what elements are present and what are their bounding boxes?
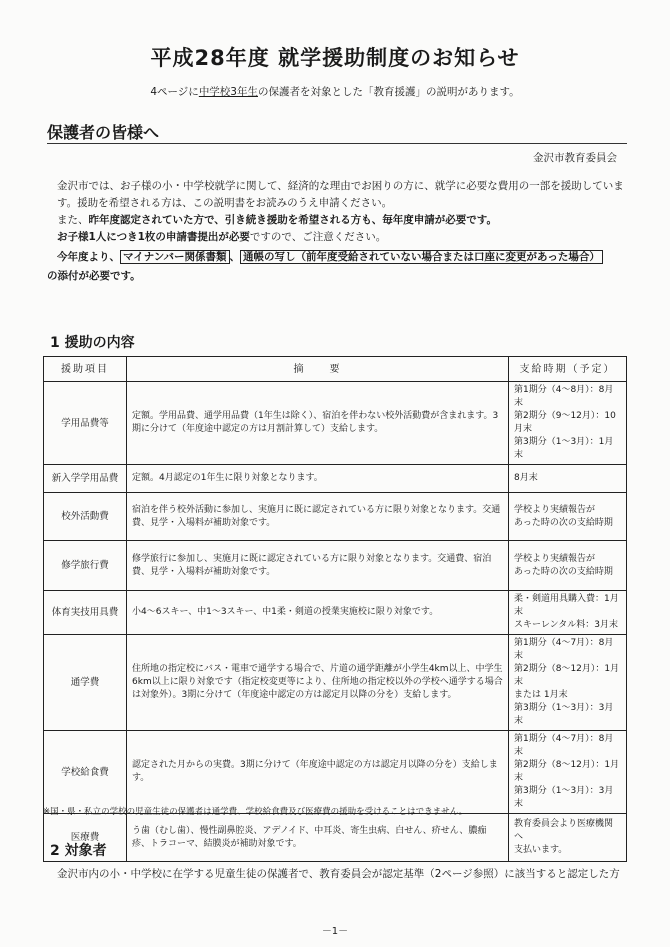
row-item: 医療費 bbox=[44, 814, 127, 862]
greeting-heading: 保護者の皆様へ bbox=[47, 123, 160, 142]
page-title: 平成28年度 就学援助制度のお知らせ bbox=[150, 46, 520, 70]
notice-suffix: の保護者を対象とした「教育援護」の説明があります。 bbox=[258, 86, 520, 98]
notice-prefix: 4ページに bbox=[150, 86, 199, 98]
table-row bbox=[44, 635, 627, 731]
row-schedule: 第1期分（4～7月）：8月末 第2期分（8～12月）：1月末 または 1月末 第3期分（1～3月）：3月末 bbox=[509, 635, 627, 731]
row-desc: 定額。4月認定の1年生に限り対象となります。 bbox=[127, 465, 509, 493]
target-text bbox=[47, 866, 627, 883]
row-item: 体育実技用具費 bbox=[44, 591, 127, 635]
aid-table-header bbox=[44, 357, 627, 382]
row-item: 新入学学用品費 bbox=[44, 465, 127, 493]
row-desc: 修学旅行に参加し、実施月に既に認定されている方に限り対象となります。交通費、宿泊費、見学・入場料が補助対象です。 bbox=[127, 541, 509, 591]
row-schedule: 第1期分（4～7月）：8月末 第2期分（8～12月）：1月末 第3期分（1～3月）：3月末 bbox=[509, 731, 627, 814]
intro-p4 bbox=[47, 249, 627, 266]
row-desc: う歯（むし歯）、慢性副鼻腔炎、アデノイド、中耳炎、寄生虫病、白せん、疥せん、膿痂疹、トラコーマ、結膜炎が補助対象です。 bbox=[127, 814, 509, 862]
table-row bbox=[44, 382, 627, 465]
intro-p2-a: また、 bbox=[57, 214, 89, 226]
intro-paragraph bbox=[47, 178, 627, 285]
header-schedule: 支給時期（予定） bbox=[509, 357, 627, 382]
mynumber-docs-box: マイナンバー関係書類 bbox=[120, 250, 230, 264]
table-row bbox=[44, 493, 627, 541]
header-item: 援助項目 bbox=[44, 357, 127, 382]
table-row bbox=[44, 465, 627, 493]
intro-p3-a: お子様1人につき1枚の申請書提出が必要 bbox=[57, 231, 250, 243]
row-item: 校外活動費 bbox=[44, 493, 127, 541]
target-text-body: 金沢市内の小・中学校に在学する児童生徒の保護者で、教育委員会が認定基準（2ページ参照）に該当すると認定した方 bbox=[57, 868, 620, 880]
section-1-heading: 1 援助の内容 bbox=[50, 335, 135, 351]
row-desc: 定額。学用品費、通学用品費（1年生は除く）、宿泊を伴わない校外活動費が含まれます。3期に分けて（年度途中認定の方は月割計算して）支給します。 bbox=[127, 382, 509, 465]
row-schedule: 8月末 bbox=[509, 465, 627, 493]
table-row bbox=[44, 814, 627, 862]
row-schedule: 第1期分（4～8月）：8月末 第2期分（9～12月）：10月末 第3期分（1～3月）：1月末 bbox=[509, 382, 627, 465]
notice-line bbox=[0, 84, 670, 99]
table-row bbox=[44, 541, 627, 591]
intro-p3-b: ですので、ご注意ください。 bbox=[249, 231, 387, 243]
row-desc: 小4～6スキー、中1～3スキー、中1柔・剣道の授業実施校に限り対象です。 bbox=[127, 591, 509, 635]
row-schedule: 学校より実績報告が あった時の次の支給時期 bbox=[509, 541, 627, 591]
notice-underlined: 中学校3年生 bbox=[198, 86, 258, 98]
row-item: 通学費 bbox=[44, 635, 127, 731]
passbook-copy-box: 通帳の写し（前年度受給されていない場合または口座に変更があった場合） bbox=[240, 250, 603, 264]
page-number: －1－ bbox=[321, 926, 349, 937]
greeting-divider bbox=[47, 143, 627, 144]
row-schedule: 学校より実績報告が あった時の次の支給時期 bbox=[509, 493, 627, 541]
intro-p4-sep: 、 bbox=[229, 251, 241, 263]
row-desc: 宿泊を伴う校外活動に参加し、実施月に既に認定されている方に限り対象となります。交通費、見学・入場料が補助対象です。 bbox=[127, 493, 509, 541]
section-2-heading: 2 対象者 bbox=[50, 843, 107, 859]
aid-table bbox=[43, 356, 627, 862]
intro-p3 bbox=[47, 229, 627, 246]
intro-p2 bbox=[47, 212, 627, 229]
row-schedule: 柔・剣道用具購入費：1月末 スキーレンタル料：3月末 bbox=[509, 591, 627, 635]
table-row bbox=[44, 591, 627, 635]
row-desc: 住所地の指定校にバス・電車で通学する場合で、片道の通学距離が小学生4km以上、中学生6km以上に限り対象です（指定校変更等により、住所地の指定校以外の学校へ通学する場合は対象外）。3期に分けて（年度途中認定の方は認定月以降の分を）支給します。 bbox=[127, 635, 509, 731]
footnote: ※国・県・私立の学校の児童生徒の保護者は通学費、学校給食費及び医療費の援助を受けることはできません。 bbox=[43, 807, 468, 817]
header-desc: 摘 要 bbox=[127, 357, 509, 382]
row-item: 学用品費等 bbox=[44, 382, 127, 465]
table-row bbox=[44, 731, 627, 814]
row-desc: 認定された月からの実費。3期に分けて（年度途中認定の方は認定月以降の分を）支給します。 bbox=[127, 731, 509, 814]
issuer-name: 金沢市教育委員会 bbox=[533, 152, 617, 164]
row-item: 学校給食費 bbox=[44, 731, 127, 814]
row-item: 修学旅行費 bbox=[44, 541, 127, 591]
row-schedule: 教育委員会より医療機関へ 支払います。 bbox=[509, 814, 627, 862]
intro-p4-a: 今年度より、 bbox=[57, 251, 120, 263]
intro-p2-b: 昨年度認定されていた方で、引き続き援助を希望される方も、毎年度申請が必要です。 bbox=[88, 214, 497, 226]
intro-p5: の添付が必要です。 bbox=[47, 270, 141, 282]
intro-p1: 金沢市では、お子様の小・中学校就学に関して、経済的な理由でお困りの方に、就学に必要な費用の一部を援助しています。援助を希望される方は、この説明書をお読みのうえ申請ください。 bbox=[57, 180, 624, 209]
